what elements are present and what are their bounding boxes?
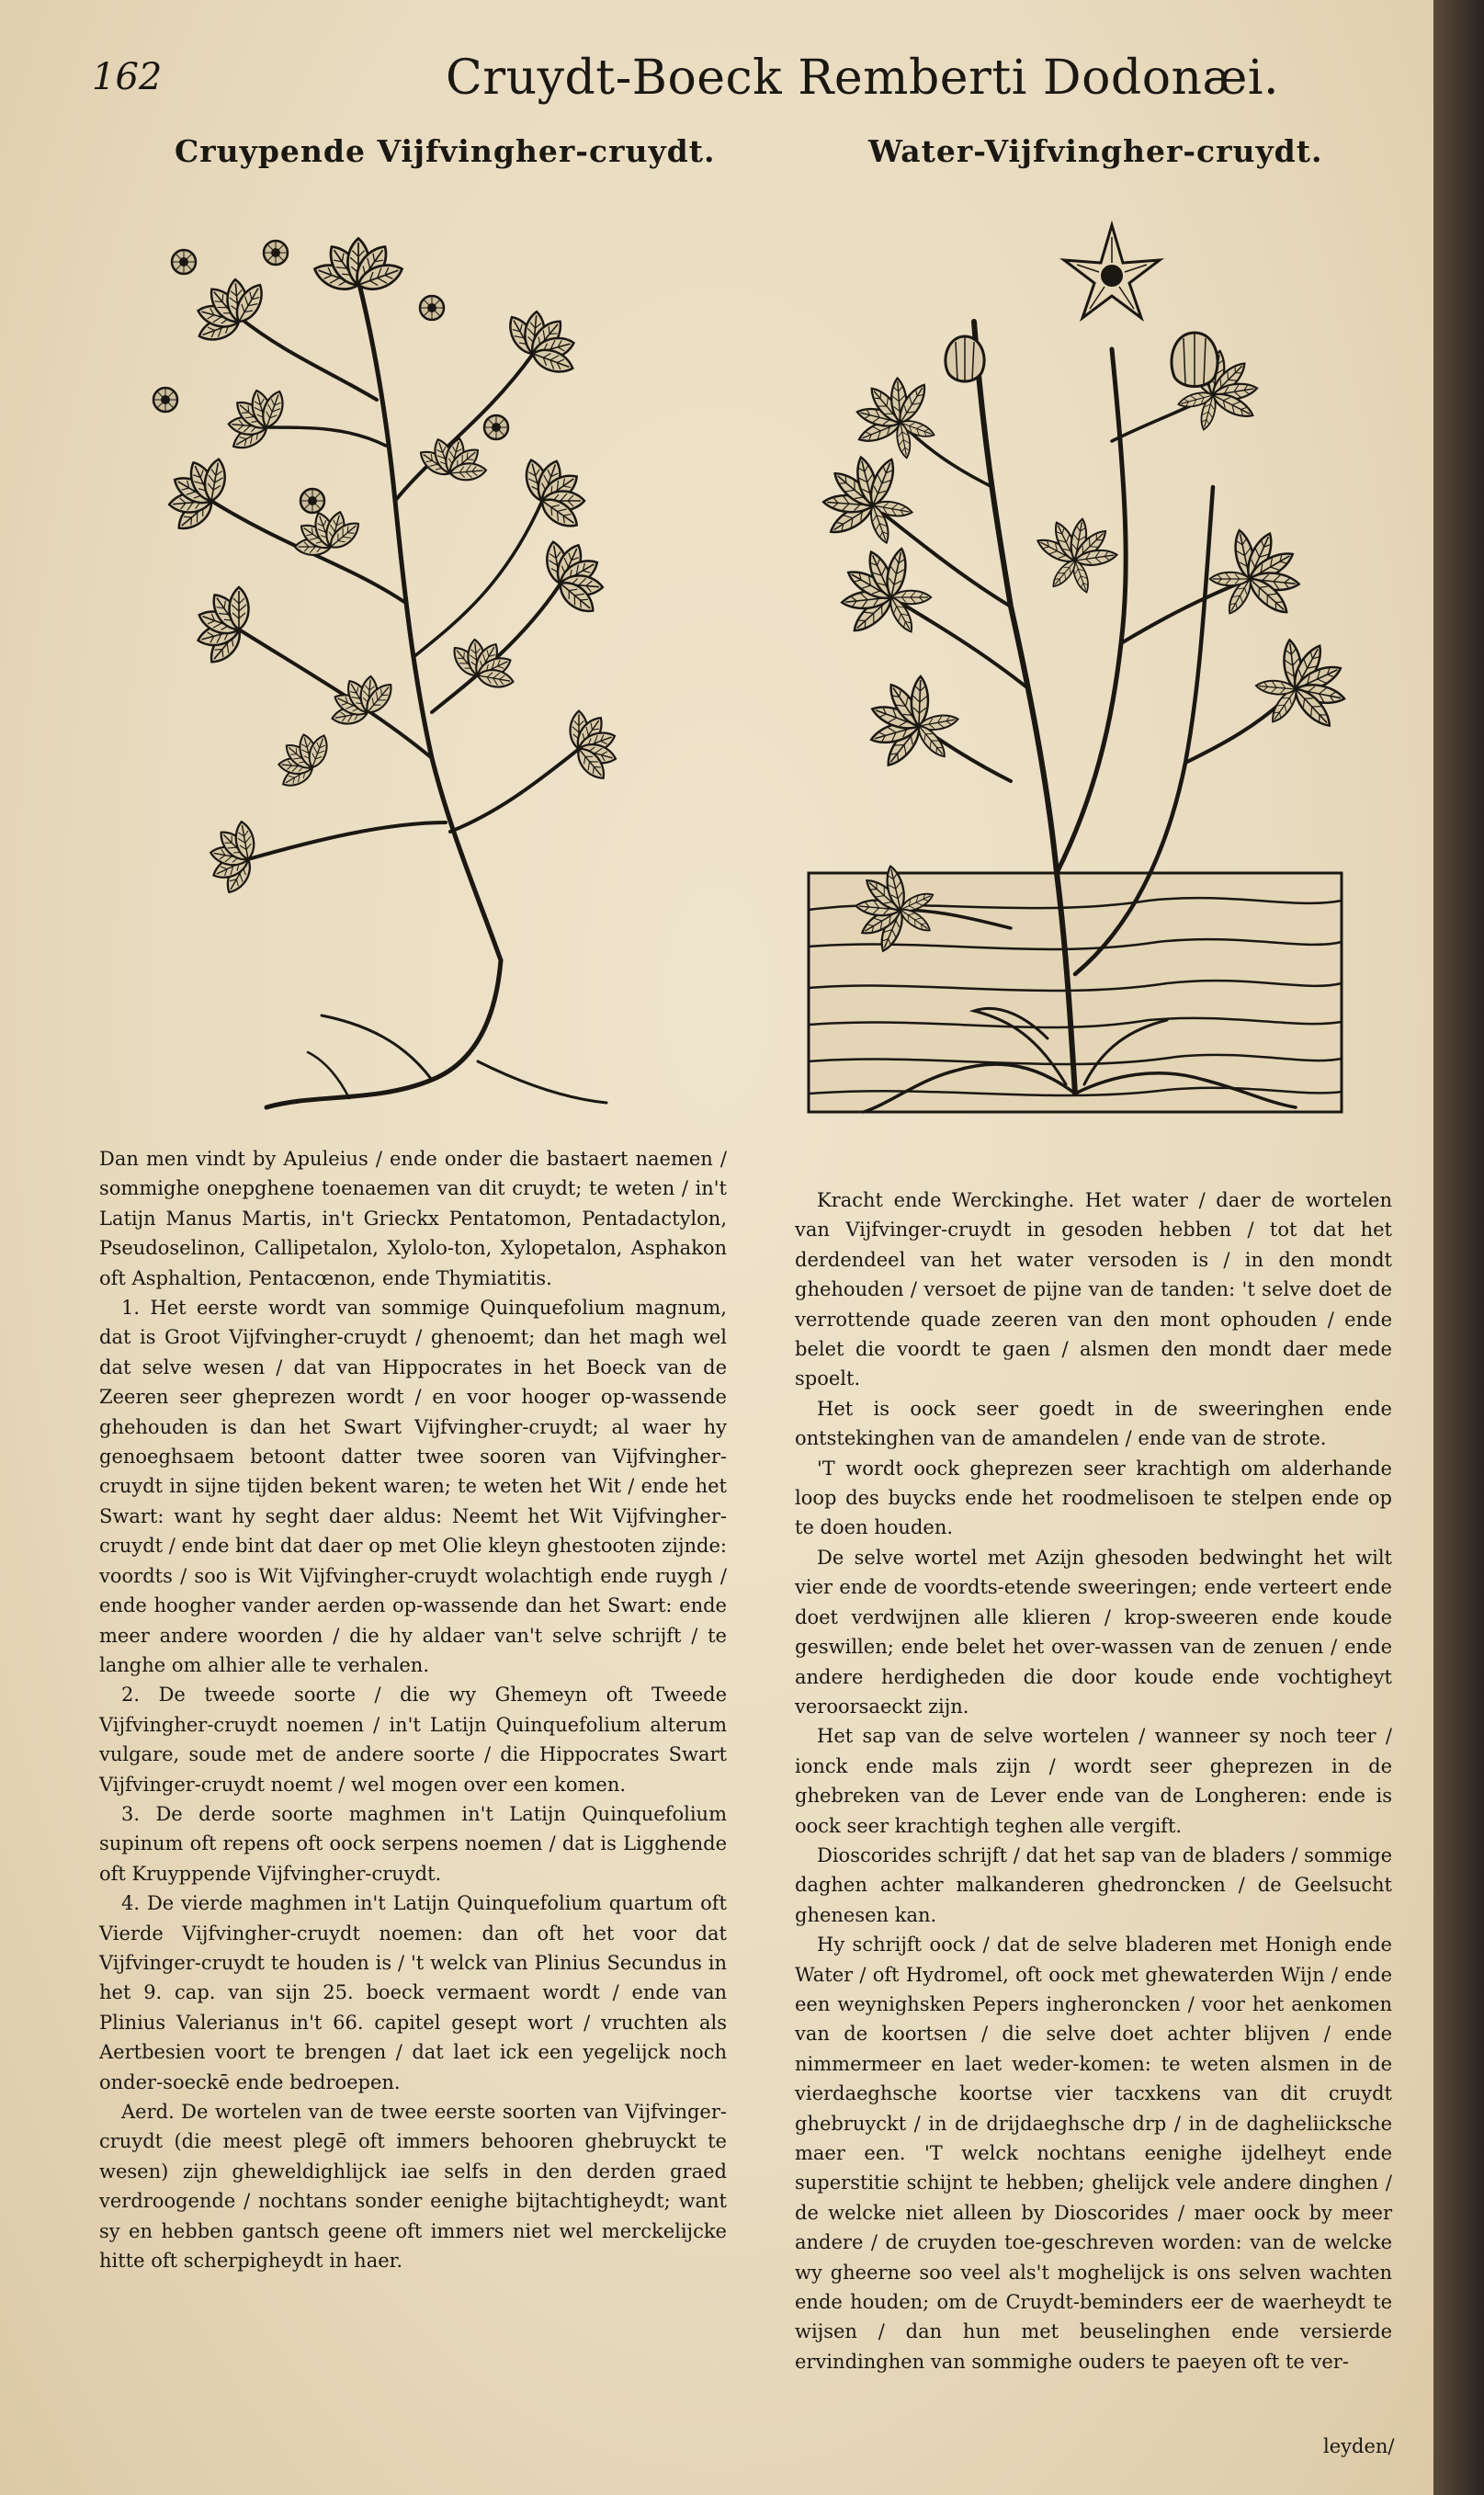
paragraph-apuleius: Dan men vindt by Apuleius / ende onder die bastaert naemen / sommighe onepghene toenaemen van dit cruydt; te weten / in't Latijn Manus Martis, in't Grieckx Pentatomon, Pentadactylon, Pseudoselinon, Callipetalon, Xylolo-ton, Xylopetalon, Asphakon oft Asphaltion, Pentacœnon, ende Thymiatitis. <box>99 1148 727 1289</box>
book-edge <box>1433 0 1484 2495</box>
paragraph-second-kind: 2. De tweede soorte / die wy Ghemeyn oft Tweede Vijfvingher-cruydt noemen / in't Latijn Quinquefolium alterum vulgare, soude met de andere soorte / die Hippocrates Swart Vijfvinger-cruydt noemt / wel mogen over een komen. <box>99 1684 727 1796</box>
paragraph-kracht: Kracht ende Werckinghe. Het water / daer de wortelen van Vijfvinger-cruydt in gesoden hebben / tot dat het derdendeel van het water versoden is / in den mondt ghehouden / versoet de pijne van de tanden: 't selve doet de verrottende quade zeeren van den mont ophouden / ende belet die voordt te gaen / alsmen den mondt daer mede spoelt. <box>795 1189 1392 1390</box>
page-number: 162 <box>92 56 163 98</box>
paragraph-amandelen: Het is oock seer goedt in de sweeringhen ende ontstekinghen van de amandelen / ende van de strote. <box>795 1397 1392 1450</box>
paragraph-dioscorides: Dioscorides schrijft / dat het sap van de bladers / sommige daghen achter malkanderen ghedroncken / de Geelsucht ghenesen kan. <box>795 1843 1392 1926</box>
paragraph-azijn: De selve wortel met Azijn ghesoden bedwinght het wilt vier ende de voordts-etende sweeringen; ende verteert ende doet verdwijnen alle klieren / krop-sweeren ende koude geswillen; ende belet het over-wassen van de zenuen / ende andere herdigheden die door koude ende vochtigheyt veroorsaeckt zijn. <box>795 1546 1392 1718</box>
paragraph-honigh: Hy schrijft oock / dat de selve bladeren met Honigh ende Water / oft Hydromel, oft oock met ghewaterden Wijn / ende een weynighsken Pepers ingheroncken / voor het aenkomen van de koortsen / die selve doet achter blijven / ende nimmermeer en laet weder-komen: te weten alsmen in de vierdaeghsche koortse vier tacxkens van dit cruydt ghebruyckt / in de drijdaeghsche drp / in de dagheliicksche maer een. 'T welck nochtans eenighe ijdelheyt ende superstitie schijnt te hebben; ghelijck vele andere dinghen / de welcke niet alleen by Dioscorides / maer oock by meer andere / de cruyden toe-geschreven worden: van de welcke wy gheerne soo veel als't moghelijck is ons selven wachten ende houden; om de Cruydt-beminders eer de waerheydt te wijsen / dan hun met beuselinghen ende versierde ervindinghen van sommighe ouders te paeyen oft te ver- <box>795 1934 1392 2373</box>
running-title: Cruydt-Boeck Remberti Dodonæi. <box>446 51 1280 106</box>
creeping-cinquefoil-woodcut <box>129 198 698 1144</box>
water-cinquefoil-woodcut <box>799 211 1351 1176</box>
page-header <box>92 51 1378 115</box>
paragraph-fourth-kind: 4. De vierde maghmen in't Latijn Quinquefolium quartum oft Vierde Vijfvingher-cruydt noemen: dan oft het voor dat Vijfvinger-cruydt te houden is / 't welck van Plinius Secundus in het 9. cap. van sijn 25. boeck vermaent wordt / ende van Plinius Valerianus in't 66. capitel gesept wort / vruchten als Aertbesien voort te brengen / dat laet ick een yegelijck noch onder-soeckē ende bedroepen. <box>99 1892 727 2093</box>
paragraph-sap: Het sap van de selve wortelen / wanneer sy noch teer / ionck ende mals zijn / wordt seer gheprezen in de ghebreken van de Lever ende van de Longheren: ende is oock seer krachtigh teghen alle vergift. <box>795 1725 1392 1837</box>
paragraph-buyck: 'T wordt oock gheprezen seer krachtigh om alderhande loop des buycks ende het roodmelisoen te stelpen ende op te doen houden. <box>795 1457 1392 1539</box>
paragraph-first-kind: 1. Het eerste wordt van sommige Quinquefolium magnum, dat is Groot Vijfvingher-cruydt / ghenoemt; dan het magh wel dat selve wesen / dat van Hippocrates in het Boeck van de Zeeren seer gheprezen wordt / en voor hooger op-wassende ghehouden is dan het Swart Vijfvingher-cruydt; al waer hy genoeghsaem betoont datter twee sooren van Vijfvingher-cruydt in sijne tijden bekent waren; te weten het Wit / ende het Swart: want hy seght daer aldus: Neemt het Wit Vijfvingher-cruydt / ende bint dat daer op met Olie kleyn ghestooten zijnde: voordts / soo is Wit Vijfvingher-cruydt wolachtigh ende ruygh / ende hoogher vander aerden op-wassende dan het Swart: ende meer andere woorden / die hy aldaer van't selve schrijft / te langhe om alhier alle te verhalen. <box>99 1297 727 1676</box>
catchword: leyden/ <box>1323 2435 1395 2457</box>
right-text-column <box>795 1185 1392 2376</box>
plant-title-left: Cruypende Vijfvingher-cruydt. <box>175 133 716 169</box>
paragraph-aerd: Aerd. De wortelen van de twee eerste soorten van Vijfvinger-cruydt (die meest plegē oft immers behooren ghebruyckt te wesen) zijn gheweldighlijck iae selfs in den derden graed verdroogende / nochtans sonder eenighe bijtachtigheydt; want sy en hebben gantsch geene oft immers niet wel merckelijcke hitte oft scherpigheydt in haer. <box>99 2101 727 2273</box>
paragraph-third-kind: 3. De derde soorte maghmen in't Latijn Quinquefolium supinum oft repens oft oock serpens noemen / dat is Ligghende oft Kruyppende Vijfvingher-cruydt. <box>99 1802 727 1885</box>
plant-title-right: Water-Vijfvingher-cruydt. <box>868 133 1323 169</box>
left-text-column <box>99 1144 727 2275</box>
